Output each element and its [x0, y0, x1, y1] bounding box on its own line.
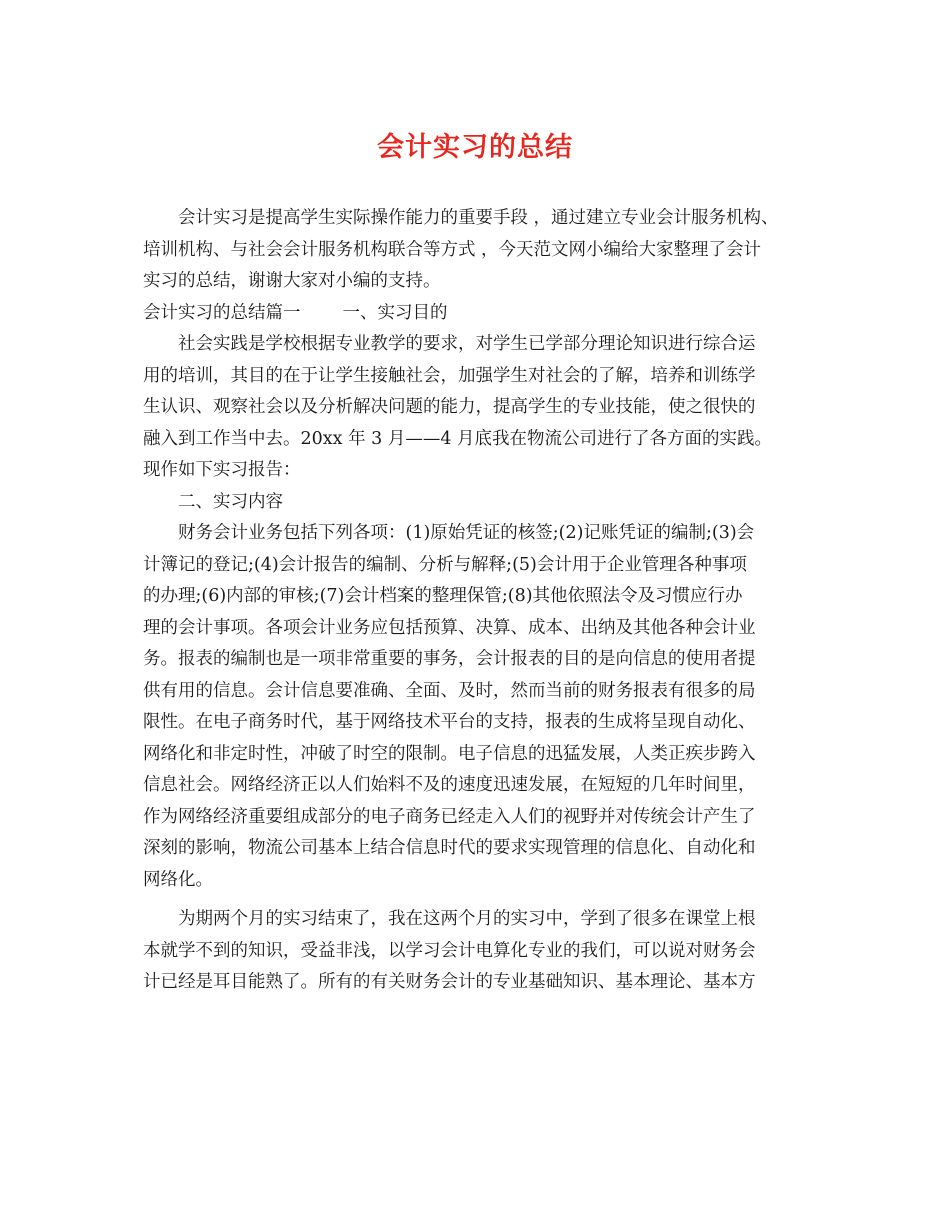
document-body	[143, 203, 823, 999]
paragraph-line: 务。报表的编制也是一项非常重要的事务，会计报表的目的是向信息的使用者提	[143, 649, 756, 669]
paragraph-line: 计已经是耳目能熟了。所有的有关财务会计的专业基础知识、基本理论、基本方	[143, 972, 756, 992]
paragraph-line: 用的培训，其目的在于让学生接触社会，加强学生对社会的了解，培养和训练学	[143, 365, 756, 386]
section-item-label: 一、实习目的	[342, 302, 448, 323]
section-heading	[143, 298, 823, 330]
paragraph-line: 计簿记的登记;(4)会计报告的编制、分析与解释;(5)会计用于企业管理各种事项	[143, 554, 747, 575]
paragraph-line: 限性。在电子商务时代，基于网络技术平台的支持，报表的生成将呈现自动化、	[143, 712, 756, 732]
paragraph-line: 供有用的信息。会计信息要准确、全面、及时，然而当前的财务报表有很多的局	[143, 680, 756, 701]
paragraph-line: 的办理;(6)内部的审核;(7)会计档案的整理保管;(8)其他依照法令及习惯应行办	[143, 586, 743, 606]
paragraph-line: 会计实习是提高学生实际操作能力的重要手段 ，通过建立专业会计服务机构、	[178, 208, 779, 228]
paragraph-line: 网络化。	[143, 869, 213, 890]
conclusion-paragraph	[143, 904, 823, 999]
document-title: 会计实习的总结	[377, 132, 573, 163]
paragraph-line: 生认识、观察社会以及分析解决问题的能力，提高学生的专业技能，使之很快的	[143, 397, 756, 417]
paragraph-line: 深刻的影响，物流公司基本上结合信息时代的要求实现管理的信息化、自动化和	[143, 838, 756, 858]
paragraph-line: 社会实践是学校根据专业教学的要求，对学生已学部分理论知识进行综合运	[178, 334, 756, 354]
paragraph-line: 为期两个月的实习结束了，我在这两个月的实习中，学到了很多在课堂上根	[178, 909, 756, 929]
paragraph-line: 培训机构、与社会会计服务机构联合等方式 ，今天范文网小编给大家整理了会计	[143, 239, 762, 260]
paragraph-line: 信息社会。网络经济正以人们始料不及的速度迅速发展，在短短的几年时间里，	[143, 775, 756, 795]
intro-paragraph	[143, 203, 823, 298]
paragraph-line: 现作如下实习报告：	[143, 460, 301, 480]
paragraph-line: 实习的总结，谢谢大家对小编的支持。	[143, 271, 441, 291]
paragraph-line: 融入到工作当中去。20xx 年 3 月——4 月底我在物流公司进行了各方面的实践。	[143, 428, 773, 449]
paragraph-line: 网络化和非定时性，冲破了时空的限制。电子信息的迅猛发展，人类正疾步跨入	[143, 743, 756, 764]
content-heading: 二、实习内容	[178, 491, 283, 512]
section-part-label: 会计实习的总结篇一	[143, 302, 301, 323]
paragraph-line: 作为网络经济重要组成部分的电子商务已经走入人们的视野并对传统会计产生了	[143, 806, 756, 827]
paragraph-line: 理的会计事项。各项会计业务应包括预算、决算、成本、出纳及其他各种会计业	[143, 617, 756, 638]
paragraph-line: 本就学不到的知识，受益非浅，以学习会计电算化专业的我们，可以说对财务会	[143, 940, 756, 961]
paragraph-line: 财务会计业务包括下列各项：(1)原始凭证的核签;(2)记账凭证的编制;(3)会	[178, 523, 755, 543]
content-paragraph	[143, 518, 823, 896]
purpose-paragraph	[143, 329, 823, 487]
